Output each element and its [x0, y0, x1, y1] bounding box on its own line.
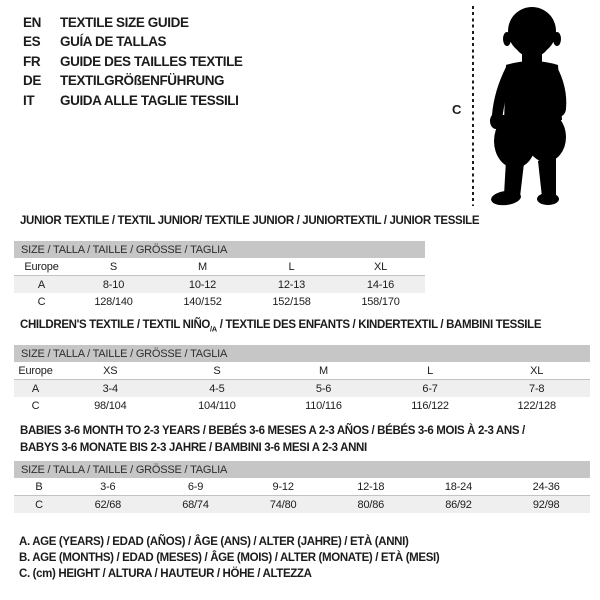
value-cell: 9-12: [239, 478, 327, 496]
value-cell: 98/104: [94, 399, 127, 412]
legend: [19, 534, 439, 582]
value-cell: 3-4: [57, 380, 164, 398]
size-cell: L: [377, 362, 484, 380]
value-cell: 4-5: [164, 380, 271, 398]
size-cell: S: [69, 258, 158, 276]
value-cell: 24-36: [502, 478, 590, 496]
value-cell: 152/158: [272, 295, 311, 308]
language-row-de: [23, 71, 243, 90]
value-cell: 80/86: [327, 496, 415, 514]
row-label: C: [31, 399, 40, 412]
language-row-es: [23, 32, 243, 51]
value-cell: 110/116: [305, 399, 342, 412]
value-cell: 10-12: [158, 276, 247, 294]
size-header-bar: [14, 461, 590, 478]
language-code: IT: [23, 92, 35, 108]
babies-title-line2: BABYS 3-6 MONATE BIS 2-3 JAHRE / BAMBINI 3-6 MESI A 2-3 ANNI: [20, 441, 367, 454]
children-title-text: / TEXTILE DES ENFANTS / KINDERTEXTIL / BAMBINI TESSILE: [216, 319, 542, 331]
language-title: GUIDA ALLE TAGLIE TESSILI: [60, 92, 239, 108]
value-cell: 62/68: [64, 496, 152, 514]
row-label: A: [14, 380, 57, 398]
language-row-it: [23, 91, 243, 110]
row-label: C: [37, 295, 46, 308]
value-cell: 128/140: [94, 295, 133, 308]
row-label: B: [14, 478, 64, 496]
height-marker-label: C: [452, 102, 462, 117]
language-title: TEXTILGRÖßENFÜHRUNG: [60, 73, 225, 89]
table-row-height: [14, 397, 590, 414]
legend-line-age-years: A. AGE (YEARS) / EDAD (AÑOS) / ÂGE (ANS) / ALTER (JAHRE) / ETÀ (ANNI): [19, 536, 409, 548]
table-row-sizes: [14, 258, 425, 276]
table-row-months: [14, 478, 590, 496]
value-cell: 5-6: [270, 380, 377, 398]
value-cell: 3-6: [64, 478, 152, 496]
row-label: Europe: [14, 258, 69, 276]
size-cell: M: [270, 362, 377, 380]
babies-title-line1: BABIES 3-6 MONTH TO 2-3 YEARS / BEBÉS 3-6 MESES A 2-3 AÑOS / BÉBÉS 3-6 MOIS À 2-3 ANS /: [20, 425, 525, 437]
table-row-sizes: [14, 362, 590, 380]
children-title-subscript: /A: [210, 324, 217, 334]
row-label: C: [14, 496, 64, 514]
row-label: Europe: [14, 362, 57, 380]
value-cell: 86/92: [415, 496, 503, 514]
value-cell: 7-8: [483, 380, 590, 398]
value-cell: 18-24: [415, 478, 503, 496]
value-cell: 92/98: [502, 496, 590, 514]
value-cell: 8-10: [69, 276, 158, 294]
language-row-en: [23, 13, 243, 32]
row-label: A: [14, 276, 69, 294]
value-cell: 6-7: [377, 380, 484, 398]
size-header-label: SIZE / TALLA / TAILLE / GRÖSSE / TAGLIA: [14, 345, 590, 362]
table-row-height: [14, 496, 590, 514]
language-code: ES: [23, 34, 41, 50]
value-cell: 6-9: [152, 478, 240, 496]
junior-section-title: JUNIOR TEXTILE / TEXTIL JUNIOR/ TEXTILE JUNIOR / JUNIORTEXTIL / JUNIOR TESSILE: [20, 215, 480, 227]
value-cell: 12-18: [327, 478, 415, 496]
children-size-table: [14, 345, 590, 414]
junior-size-table: [14, 241, 425, 310]
table-row-age: [14, 276, 425, 294]
size-header-label: SIZE / TALLA / TAILLE / GRÖSSE / TAGLIA: [14, 241, 425, 258]
value-cell: 116/122: [411, 399, 449, 412]
language-code: EN: [23, 15, 41, 30]
value-cell: 158/170: [361, 295, 400, 308]
table-row-height: [14, 293, 425, 310]
value-cell: 12-13: [247, 276, 336, 294]
height-figure: [440, 0, 600, 214]
toddler-silhouette-icon: [482, 5, 574, 207]
language-title: TEXTILE SIZE GUIDE: [60, 15, 189, 30]
value-cell: 14-16: [336, 276, 425, 294]
size-cell: M: [158, 258, 247, 276]
value-cell: 122/128: [517, 399, 556, 412]
table-row-age: [14, 380, 590, 398]
size-cell: L: [247, 258, 336, 276]
size-header-label: SIZE / TALLA / TAILLE / GRÖSSE / TAGLIA: [14, 461, 590, 478]
children-title-text: CHILDREN'S TEXTILE / TEXTIL NIÑO: [20, 319, 211, 331]
value-cell: 74/80: [239, 496, 327, 514]
size-cell: XS: [57, 362, 164, 380]
language-title: GUÍA DE TALLAS: [60, 34, 167, 50]
size-cell: XL: [336, 258, 425, 276]
size-cell: S: [164, 362, 271, 380]
size-cell: XL: [483, 362, 590, 380]
value-cell: 68/74: [152, 496, 240, 514]
value-cell: 140/152: [183, 295, 222, 308]
language-title: GUIDE DES TAILLES TEXTILE: [60, 53, 243, 69]
babies-section-title: [20, 423, 525, 456]
size-header-bar: [14, 345, 590, 362]
size-header-bar: [14, 241, 425, 258]
babies-size-table: [14, 461, 590, 513]
language-code: FR: [23, 53, 41, 69]
language-row-fr: [23, 52, 243, 71]
legend-line-age-months: B. AGE (MONTHS) / EDAD (MESES) / ÂGE (MOIS) / ALTER (MONATE) / ETÀ (MESI): [19, 552, 440, 564]
language-title-list: [23, 13, 243, 110]
height-measure-line: [472, 6, 474, 206]
value-cell: 104/110: [198, 399, 236, 412]
language-code: DE: [23, 73, 41, 89]
children-section-title: [20, 319, 541, 333]
legend-line-height: C. (cm) HEIGHT / ALTURA / HAUTEUR / HÖHE / ALTEZZA: [19, 568, 312, 580]
